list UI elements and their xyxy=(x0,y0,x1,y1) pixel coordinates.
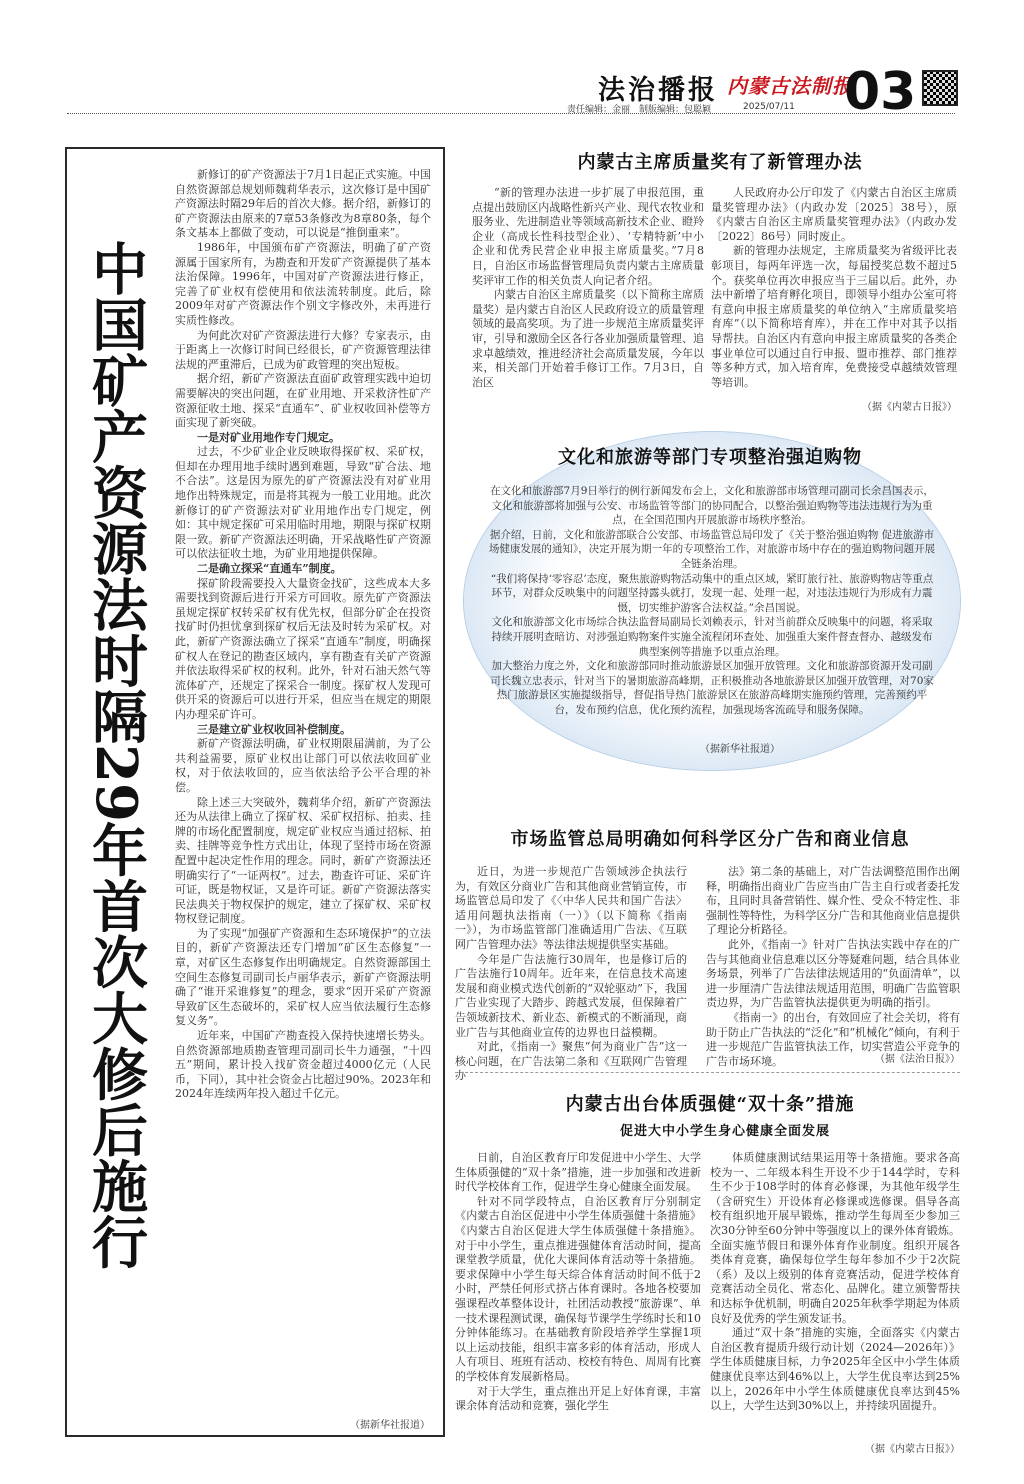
paragraph: 近日，为进一步规范广告领域涉企执法行为，有效区分商业广告和其他商业营销宣传，市场监管总局印发了《〈中华人民共和国广告法〉适用问题执法指南（一）》（以下简称《指南一》），为市场监管部门准确适用广告法、《互联网广告管理办法》等法律法规提供坚实基础。 xyxy=(455,865,687,951)
paragraph: 人民政府办公厅印发了《内蒙古自治区主席质量奖管理办法》（内政办发〔2025〕38号），原《内蒙古自治区主席质量奖管理办法》（内政办发〔2022〕86号）同时废止。 xyxy=(711,186,957,243)
page-number: 03 xyxy=(844,62,917,122)
paragraph: 据介绍，新矿产资源法直面矿政管理实践中迫切需要解决的突出问题，在矿业用地、开采救济性矿产资源征收土地、探采“直通车”、矿业权收回补偿等方面实现了新突破。 xyxy=(175,372,431,430)
ads-col1 xyxy=(455,865,687,1083)
paragraph: 1986年，中国颁布矿产资源法，明确了矿产资源属于国家所有，为勘查和开发矿产资源提供了基本法治保障。1996年，中国对矿产资源法进行修正，完善了矿业权有偿使用和依法流转制度。此后，除2009年对矿产资源法作个别文字修改外，未再进行实质性修改。 xyxy=(175,240,431,327)
subheading: 二是确立探采“直通车”制度。 xyxy=(197,562,342,576)
paragraph: 对于大学生，重点推出开足上好体育课，丰富课余体育活动和竞赛，强化学生 xyxy=(455,1384,701,1413)
sports-col1 xyxy=(455,1151,701,1457)
paragraph: 日前，自治区教育厅印发促进中小学生、大学生体质强健的“双十条”措施，进一步加强和改进新时代学校体育工作，促进学生身心健康全面发展。 xyxy=(455,1151,701,1194)
paper-logo: 内蒙古法制报 xyxy=(727,74,853,98)
paragraph: 内蒙古自治区主席质量奖（以下简称主席质量奖）是内蒙古自治区人民政府设立的质量管理领域的最高奖项。为了进一步规范主席质量奖评审，引导和激励全区各行各业加强质量管理、追求卓越绩效，推进经济社会高质量发展，今年以来，相关部门开始着手修订工作。7月3日，自治区 xyxy=(472,288,704,389)
section-divider xyxy=(455,1072,960,1073)
paragraph: 过去，不少矿业企业反映取得探矿权、采矿权，但却在办理用地手续时遇到难题，导致“矿合法、地不合法”。这是因为原先的矿产资源法没有对矿业用地作出特殊规定，而是将其视为一般工业用地。此次新修订的矿产资源法对矿业用地作出专门规定，例如：其中规定探矿可采用临时用地，期限与探矿权期限一致。新矿产资源法还明确，开采战略性矿产资源可以依法征收土地，为矿业用地提供保障。 xyxy=(175,445,431,561)
paragraph: 文化和旅游部文化市场综合执法监督局副局长刘赖表示，针对当前群众反映集中的问题，将采取持续开展明查暗访、对涉强迫购物案件实施全流程闭环查处、加强重大案件督查督办、越级发布典型案例等措施予以重点治理。 xyxy=(491,616,933,658)
quality-award-col2 xyxy=(711,186,957,392)
paragraph: 对此，《指南一》聚焦“何为商业广告”这一核心问题，在广告法第二条和《互联网广告管理办 xyxy=(455,1040,687,1083)
paragraph: “我们将保持‘零容忍’态度，聚焦旅游购物活动集中的重点区域，紧盯旅行社、旅游购物店等重点环节，对群众反映集中的问题坚持露头就打，发现一起、处理一起，对违法违规行为形成有力震慑，切实维护游客合法权益。”余昌国说。 xyxy=(490,572,934,614)
sports-credit: （据《内蒙古日报》） xyxy=(865,1444,960,1455)
paragraph: 加大整治力度之外，文化和旅游部同时推动旅游景区加强开放管理。文化和旅游部资源开发司副司长魏立忠表示，针对当下的暑期旅游高峰期，正积极推动各地旅游景区加强开放管理，对70家热门旅游景区实施提级指导，督促指导热门旅游景区在旅游高峰期实施预约管理，完善预约平台，发布预约信息，优化预约流程，加强现场客流疏导和服务保障。 xyxy=(490,660,934,716)
paragraph: 通过“双十条”措施的实施，全面落实《内蒙古自治区教育提质升级行动计划（2024—2026年）》学生体质健康目标，力争2025年全区中小学生体质健康优良率达到46%以上，大学生优良率达到25%以上，2026年中小学生体质健康优良率达到45%以上，大学生达到30%以上，并持续巩固提升。 xyxy=(710,1326,960,1413)
qr-code-icon[interactable] xyxy=(922,70,958,106)
tourism-body xyxy=(488,484,936,740)
paragraph: 新修订的矿产资源法于7月1日起正式实施。中国自然资源部总规划师魏莉华表示，这次修订是中国矿产资源法时隔29年后的首次大修。据介绍，新修订的矿产资源法由原来的7章53条修改为8章80条，每个条文基本上都做了变动，可以说是“推倒重来”。 xyxy=(175,168,431,240)
paragraph: 为了实现“加强矿产资源和生态环境保护”的立法目的，新矿产资源法还专门增加“矿区生态修复”一章，对矿区生态修复作出明确规定。自然资源部国土空间生态修复司副司长卢丽华表示，新矿产资源法明确了“谁开采谁修复”的理念，要求“因开采矿产资源导致矿区生态破坏的，采矿权人应当依法履行生态修复义务”。 xyxy=(175,926,431,1028)
paragraph: “新的管理办法进一步扩展了申报范围，重点提出鼓励区内战略性新兴产业、现代农牧业和服务业、先进制造业等领域高新技术企业、瞪羚企业（高成长性科技型企业）、‘专精特新’中小企业和优秀民营企业申报主席质量奖。”7月8日，自治区市场监督管理局负责内蒙古主席质量奖评审工作的相关负责人向记者介绍。 xyxy=(472,186,704,287)
quality-award-credit: （据《内蒙古日报》） xyxy=(862,402,957,413)
sports-subtitle: 促进大中小学生身心健康全面发展 xyxy=(619,1124,830,1139)
editors-line: 责任编辑：金丽 制版编辑：包聪颖 xyxy=(567,105,712,115)
subheading: 三是建立矿业权收回补偿制度。 xyxy=(197,722,351,736)
paragraph: 近年来，中国矿产勘查投入保持快速增长势头。自然资源部地质勘查管理司副司长牛力通强，“十四五”期间，累计投入找矿资金超过4000亿元（人民币，下同），其中社会资金占比超过90%。2023年和2024年连续两年投入超过千亿元。 xyxy=(175,1029,431,1101)
paragraph: 除上述三大突破外，魏莉华介绍，新矿产资源法还为从法律上确立了探矿权、采矿权招标、拍卖、挂牌的市场化配置制度，规定矿业权应当通过招标、拍卖、挂牌等竞争性方式出让，体现了坚持市场在资源配置中起决定性作用的理念。同时，新矿产资源法还明确实行了“一证两权”。过去，勘查许可证、采矿许可证，既是物权证，又是许可证。新矿产资源法落实民法典关于物权保护的规定，建立了探矿权、采矿权物权登记制度。 xyxy=(175,795,431,926)
sports-col2 xyxy=(710,1151,960,1441)
sports-title[interactable]: 内蒙古出台体质强健“双十条”措施 xyxy=(565,1094,855,1115)
paragraph: 《指南一》的出台，有效回应了社会关切，将有助于防止广告执法的“泛化”和“机械化”倾向，有利于进一步规范广告监管执法工作，切实营造公平竞争的广告市场环境。 xyxy=(706,1010,960,1068)
paragraph: 在文化和旅游部7月9日举行的例行新闻发布会上，文化和旅游部市场管理司副司长余昌国表示，文化和旅游部将加强与公安、市场监管等部门的协同配合，以整治强迫购物等违法违规行为为重点，在全国范围内开展旅游市场秩序整治。 xyxy=(490,485,934,527)
paragraph: 新矿产资源法明确，矿业权期限届满前，为了公共利益需要，原矿业权出让部门可以依法收回矿业权，对于依法收回的，应当依法给予公平合理的补偿。 xyxy=(175,737,431,794)
issue-date: 2025/07/11 xyxy=(743,102,795,112)
paragraph: 探矿阶段需要投入大量资金找矿，这些成本大多需要找到资源后进行开采方可回收。原先矿产资源法虽规定探矿权转采矿权有优先权，但部分矿企在投资找矿时仍担忧拿到探矿权后无法及时转为采矿权。对此，新矿产资源法确立了探采“直通车”制度，明确探矿权人在登记的勘查区域内，享有勘查有关矿产资源并依法取得采矿权的权利。此外，针对石油天然气等流体矿产，还规定了探采合一制度。探矿权人发现可供开采的资源后可以进行开采，但应当在规定的期限内办理采矿许可。 xyxy=(175,576,431,721)
paragraph: 新的管理办法规定，主席质量奖为省级评比表彰项目，每两年评选一次，每届授奖总数不超过5个。获奖单位再次申报应当于三届以后。此外，办法中新增了培育孵化项目，即领导小组办公室可将有意向申报主席质量奖的单位纳入“主席质量奖培育库”（以下简称培育库），并在工作中对其予以指导帮扶。自治区内有意向申报主席质量奖的各类企事业单位可以通过自行申报、盟市推荐、部门推荐等多种方式，加入培育库，免费接受卓越绩效管理等培训。 xyxy=(711,244,957,389)
header-divider xyxy=(67,113,955,114)
ads-title[interactable]: 市场监管总局明确如何科学区分广告和商业信息 xyxy=(510,829,910,850)
quality-award-col1 xyxy=(472,186,704,392)
paragraph: 法》第二条的基础上，对广告法调整范围作出阐释，明确指出商业广告应当由广告主自行或者委托发布，且同时具备营销性、媒介性、受众不特定性、非强制性等特性，为科学区分广告和其他商业信息提供了理论分析路径。 xyxy=(706,865,960,937)
paragraph: 今年是广告法施行30周年，也是修订后的广告法施行10周年。近年来，在信息技术高速发展和商业模式迭代创新的“双轮驱动”下，我国广告业实现了大踏步、跨越式发展，但保障着广告领域新技术、新业态、新模式的不断涌现，商业广告与其他商业宣传的边界也日益模糊。 xyxy=(455,952,687,1039)
section-title: 法治播报 xyxy=(598,75,718,106)
tourism-title[interactable]: 文化和旅游等部门专项整治强迫购物 xyxy=(558,447,862,468)
paragraph: 针对不同学段特点，自治区教育厅分别制定《内蒙古自治区促进中小学生体质强健十条措施》《内蒙古自治区促进大学生体质强健十条措施》。对于中小学生，重点推进强健体育活动时间，提高课堂教学质量，优化大课间体育活动等十条措施。要求保障中小学生每天综合体育活动时间不低于2小时，严禁任何形式挤占体育课时。各地各校要加强课程改革整体设计，社团活动教授“旅游课”、单一技术课程测试课，确保每节课学生学练时长和10分钟体能练习。在基础教育阶段培养学生掌握1项以上运动技能，组织丰富多彩的体育活动，形成人人有项目、班班有活动、校校有特色、周周有比赛的学校体育发展新格局。 xyxy=(455,1194,701,1383)
ads-credit: （据《法治日报》） xyxy=(875,1054,960,1065)
tourism-credit: （据新华社报道） xyxy=(700,744,780,755)
paragraph: 为何此次对矿产资源法进行大修？专家表示，由于距离上一次修订时间已经很长，矿产资源管理法律法规的严重滞后，已成为矿政管理的突出短板。 xyxy=(175,328,431,371)
main-article-title: 中国矿产资源法时隔29年首次大修后施行 xyxy=(83,240,149,1270)
main-article-credit: （据新华社报道） xyxy=(350,1420,430,1431)
subheading: 一是对矿业用地作专门规定。 xyxy=(197,430,340,444)
paragraph: 据介绍，日前，文化和旅游部联合公安部、市场监管总局印发了《关于整治强迫购物 促进旅游市场健康发展的通知》，决定开展为期一年的专项整治工作，对旅游市场中存在的强迫购物问题开展全链条治理。 xyxy=(488,528,936,570)
quality-award-title[interactable]: 内蒙古主席质量奖有了新管理办法 xyxy=(577,152,863,173)
main-article-body xyxy=(175,168,431,1408)
paragraph: 此外，《指南一》针对广告执法实践中存在的广告与其他商业信息难以区分等疑难问题，结合具体业务场景，列举了广告法律法规适用的“负面清单”，以进一步厘清广告法律法规适用范围，明确广告监管职责边界，为广告监管执法提供更为明确的指引。 xyxy=(706,937,960,1010)
paragraph: 体质健康测试结果运用等十条措施。要求各高校为一、二年级本科生开设不少于144学时，专科生不少于108学时的体育必修课，为其他年级学生（含研究生）开设体育必修课或选修课。倡导各高校有组织地开展早锻炼，推动学生每周至少参加三次30分钟至60分钟中等强度以上的课外体育锻炼。全面实施节假日和课外体育作业制度。组织开展各类体育竞赛，确保每位学生每年参加不少于2次院（系）及以上级别的体育竞赛活动，促进学校体育竞赛活动全员化、常态化、品牌化。建立颁警帮扶和达标争优机制，明确自2025年秋季学期起为体质良好及优秀的学生颁发证书。 xyxy=(710,1151,960,1325)
